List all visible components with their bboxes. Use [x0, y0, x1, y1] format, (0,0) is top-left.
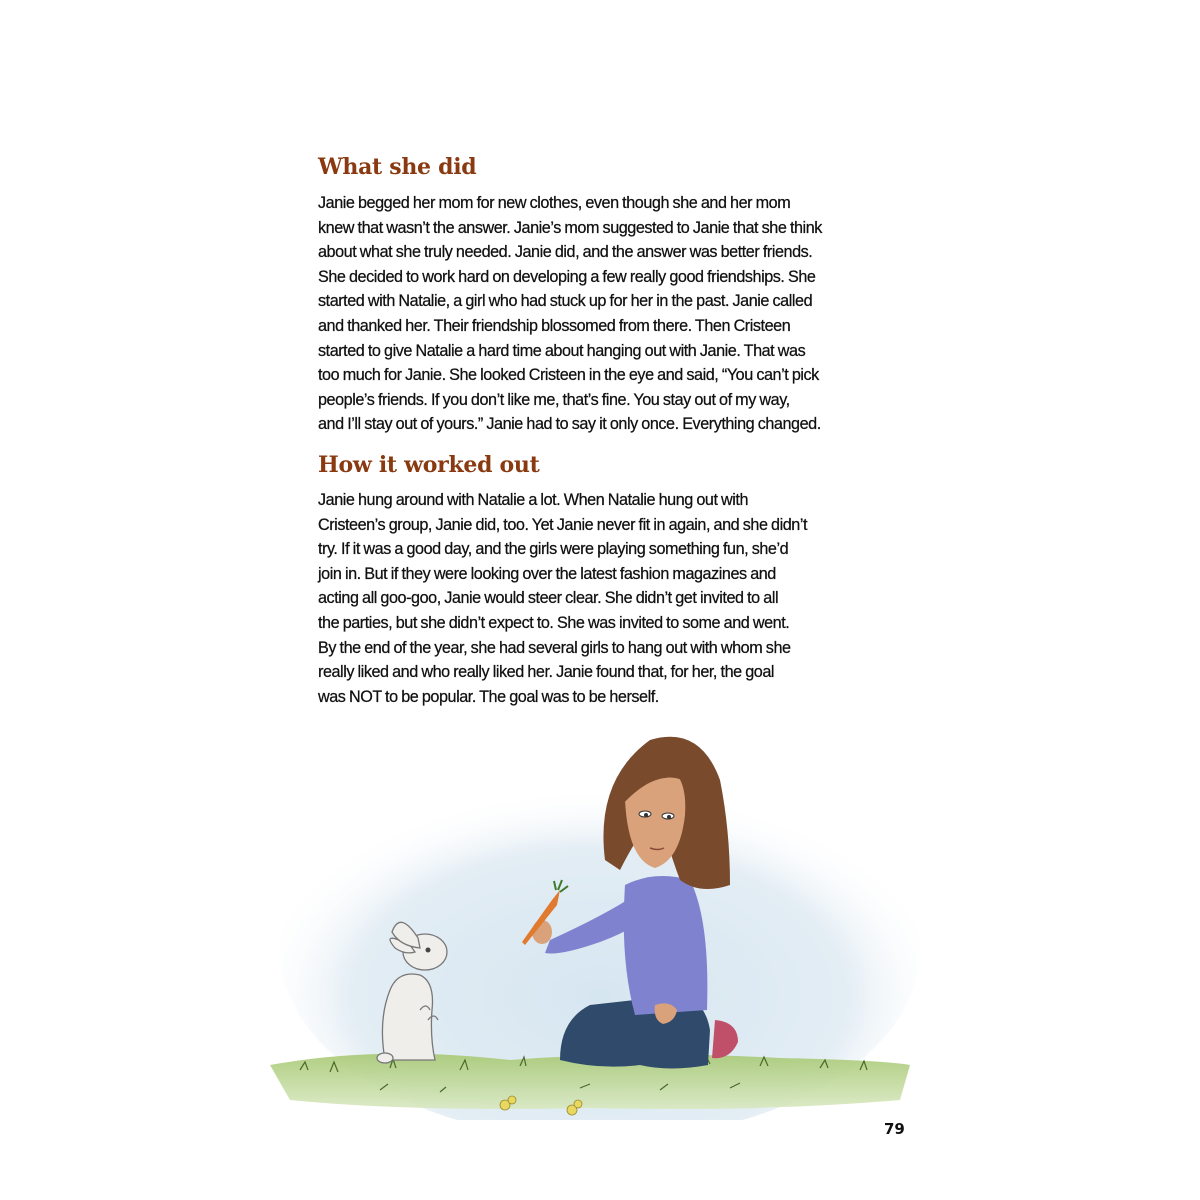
text-line: about what she truly needed. Janie did, and the answer was better friends.	[318, 243, 813, 262]
section-body-what-she-did	[318, 191, 822, 437]
section-body-how-it-worked-out	[318, 488, 807, 709]
text-line: join in. But if they were looking over the latest fashion magazines and	[318, 564, 776, 583]
text-line: really liked and who really liked her. Janie found that, for her, the goal	[318, 663, 775, 682]
text-line: She decided to work hard on developing a few really good friendships. She	[318, 267, 816, 286]
text-line: started to give Natalie a hard time about hanging out with Janie. That was	[318, 341, 806, 360]
text-line: try. If it was a good day, and the girls were playing something fun, she’d	[318, 540, 789, 559]
text-line: Cristeen’s group, Janie did, too. Yet Janie never fit in again, and she didn’t	[318, 515, 808, 534]
girl-and-rabbit-illustration	[260, 720, 920, 1120]
text-line: and thanked her. Their friendship blossomed from there. Then Cristeen	[318, 316, 791, 335]
text-line: too much for Janie. She looked Cristeen in the eye and said, “You can’t pick	[318, 366, 819, 385]
text-line: and I’ll stay out of yours.” Janie had to say it only once. Everything changed.	[318, 415, 821, 434]
text-line: Janie hung around with Natalie a lot. When Natalie hung out with	[318, 491, 749, 509]
text-line: knew that wasn’t the answer. Janie’s mom suggested to Janie that she think	[318, 218, 822, 237]
text-line: the parties, but she didn’t expect to. She was invited to some and went.	[318, 613, 790, 632]
text-line: people’s friends. If you don’t like me, that’s fine. You stay out of my way,	[318, 390, 790, 409]
text-line: acting all goo-goo, Janie would steer clear. She didn’t get invited to all	[318, 589, 779, 608]
text-line: started with Natalie, a girl who had stuck up for her in the past. Janie called	[318, 292, 813, 311]
text-line: was NOT to be popular. The goal was to be herself.	[318, 687, 659, 706]
text-line: By the end of the year, she had several girls to hang out with whom she	[318, 638, 791, 657]
page-number: 79	[884, 1120, 905, 1138]
text-line: Janie begged her mom for new clothes, even though she and her mom	[318, 194, 791, 212]
section-heading-how-it-worked-out: How it worked out	[318, 452, 540, 478]
section-heading-what-she-did: What she did	[318, 154, 477, 180]
